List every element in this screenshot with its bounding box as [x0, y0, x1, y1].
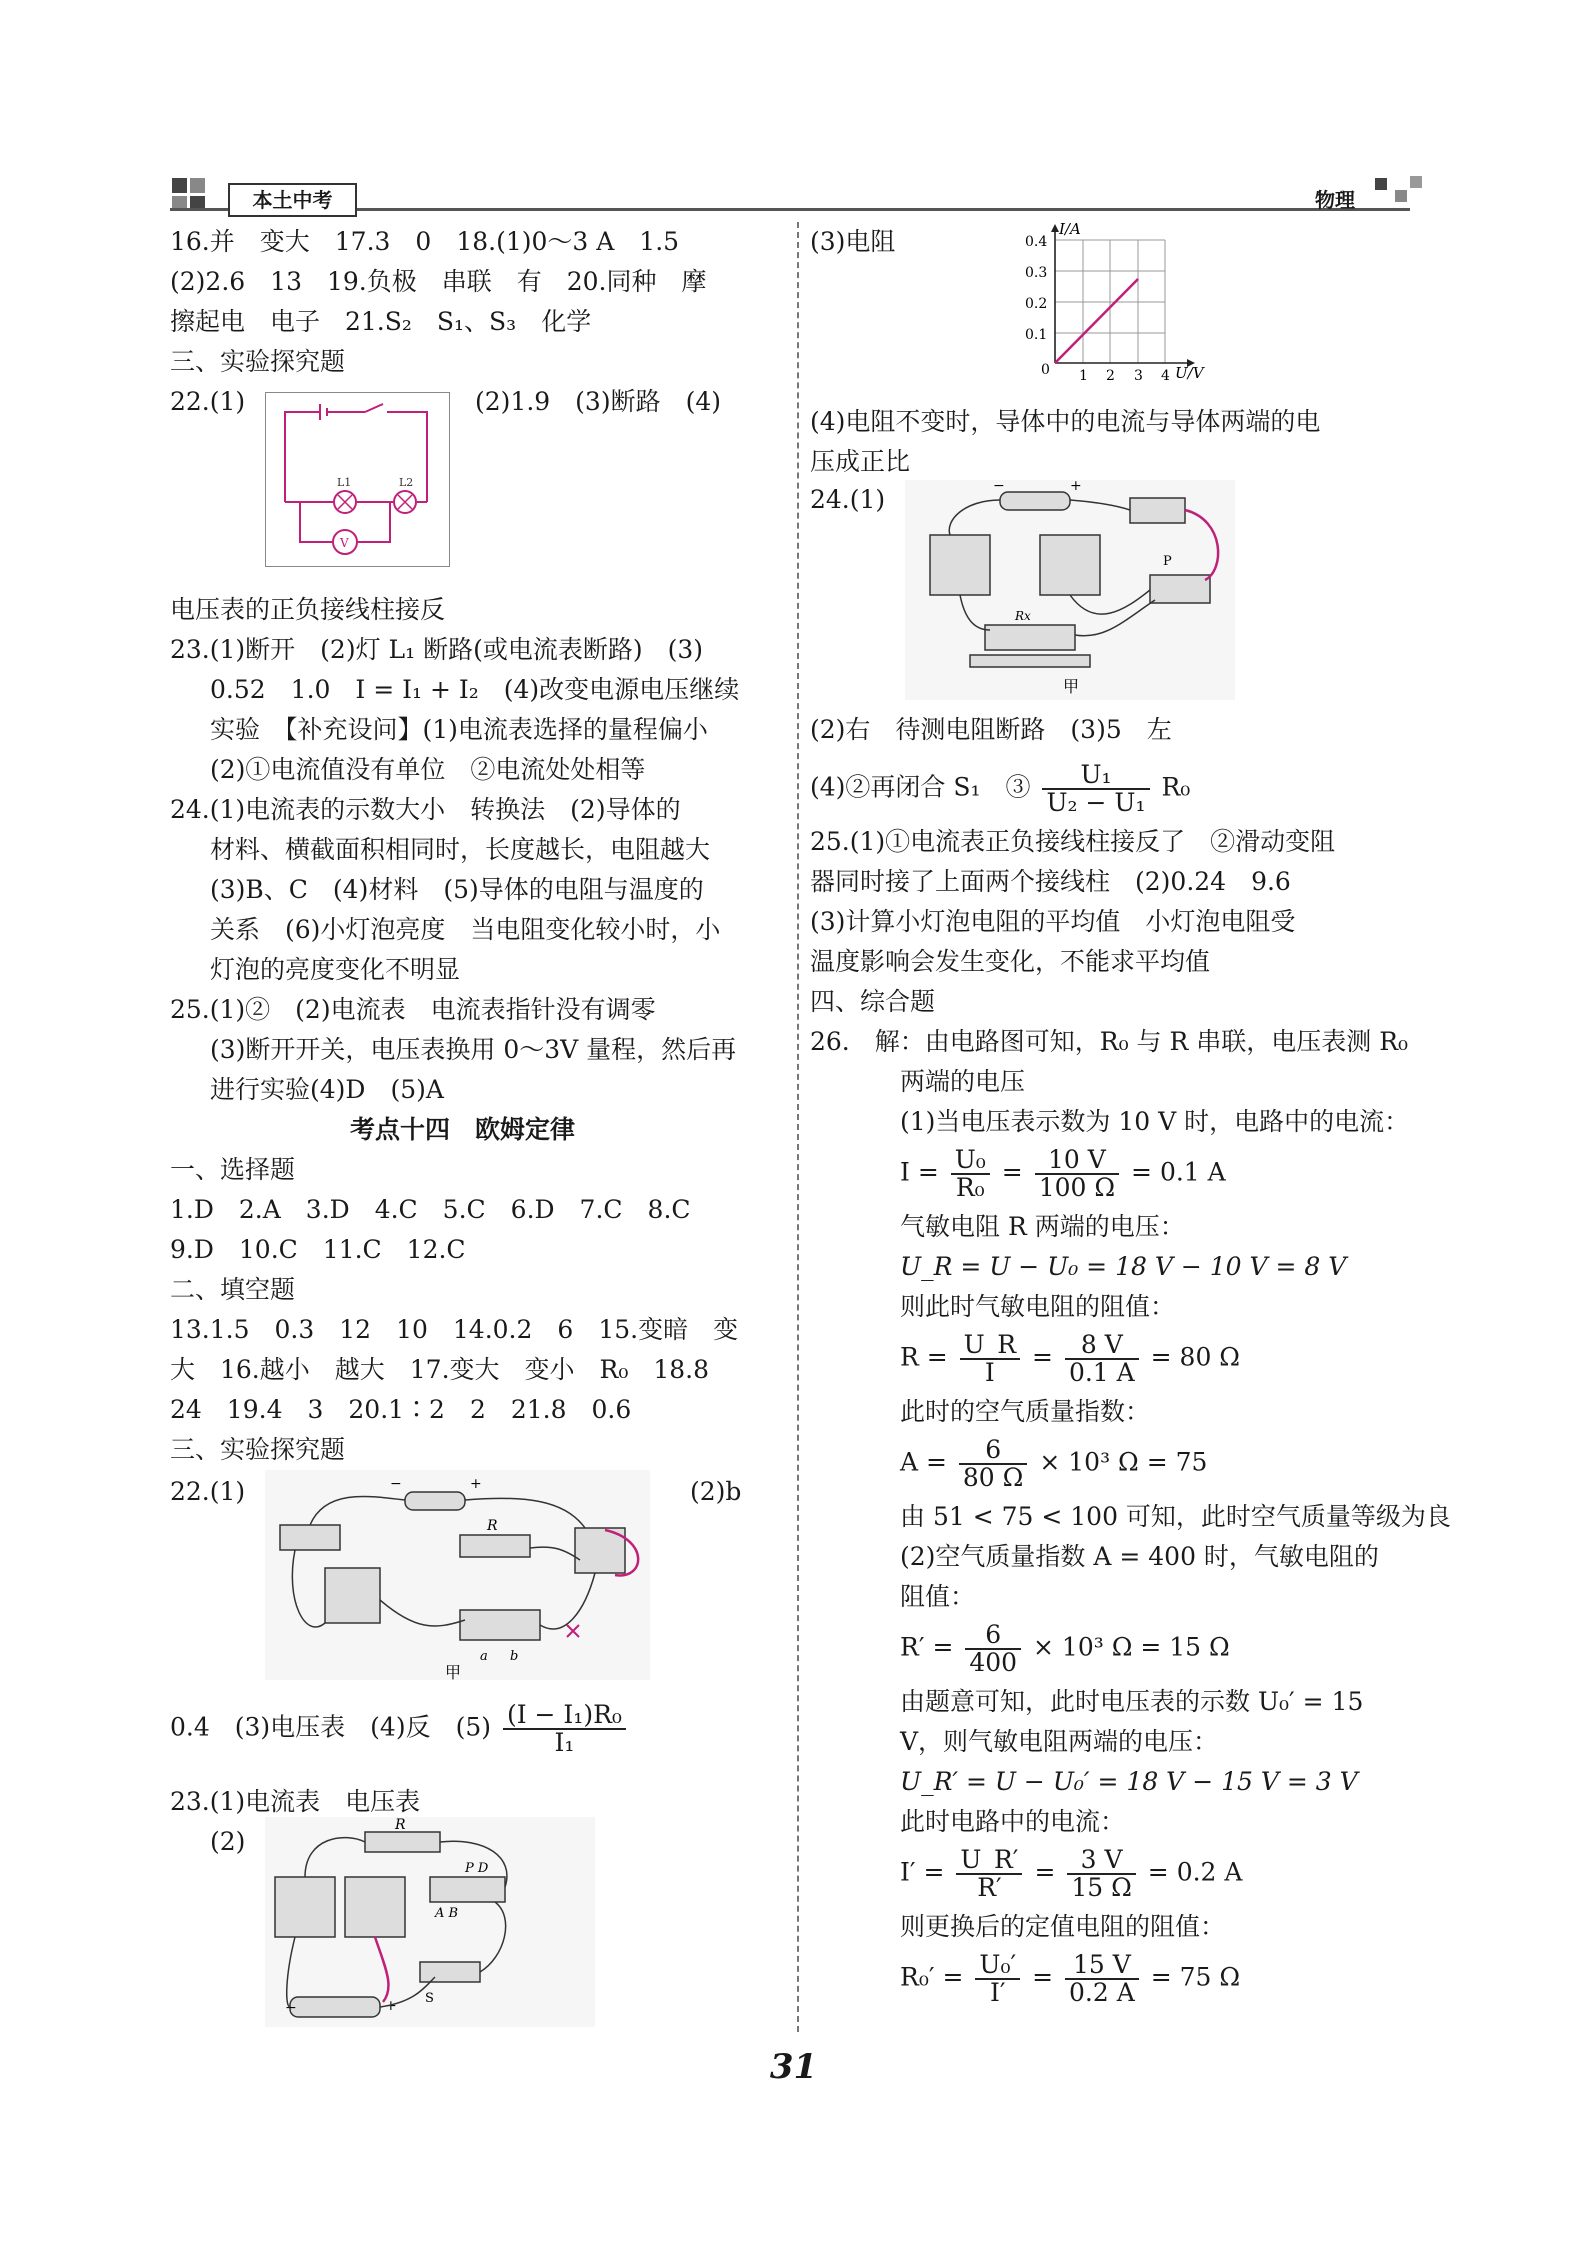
- text-line: 此时电路中的电流：: [900, 1807, 1126, 1836]
- fraction-denominator: R₀: [955, 1173, 985, 1202]
- svg-text:−: −: [390, 1476, 402, 1492]
- fraction: [965, 1622, 1021, 1676]
- section-heading: 二、填空题: [170, 1275, 296, 1304]
- svg-text:+: +: [385, 1998, 397, 2014]
- header-brand: 本土中考: [228, 183, 357, 217]
- text-line: (3)电阻: [810, 227, 896, 256]
- y-tick-label: 0.4: [1025, 234, 1048, 250]
- figure-caption: 甲: [1063, 677, 1080, 696]
- fraction-numerator: U₁: [1042, 762, 1149, 790]
- equation-result: = 0.2 A: [1147, 1857, 1243, 1887]
- circuit-photo-resistance-experiment: [265, 1817, 595, 2027]
- equation-lhs: R =: [900, 1342, 948, 1372]
- equation: [900, 1332, 1240, 1386]
- fraction-numerator: U_R: [960, 1332, 1020, 1360]
- fraction-denominator: 80 Ω: [962, 1463, 1024, 1492]
- text-line: 22.(1): [170, 1477, 246, 1506]
- fraction-numerator: 10 V: [1035, 1147, 1119, 1175]
- svg-text:+: +: [1070, 480, 1082, 494]
- fraction-denominator: 0.2 A: [1069, 1978, 1135, 2007]
- graph-line: [1055, 279, 1138, 363]
- equation-result: = 75 Ω: [1150, 1962, 1241, 1992]
- text-line: (3)断开开关，电压表换用 0～3V 量程，然后再: [210, 1035, 737, 1064]
- text-line: 22.(1): [170, 387, 246, 416]
- section-heading: 一、选择题: [170, 1155, 296, 1184]
- text-line: 阻值：: [900, 1582, 976, 1611]
- header-logo-square: [172, 178, 187, 193]
- text-line: 实验 【补充设问】(1)电流表选择的量程偏小: [210, 715, 708, 744]
- text-line: (2)空气质量指数 A = 400 时，气敏电阻的: [900, 1542, 1379, 1571]
- svg-text:b: b: [510, 1649, 519, 1664]
- iu-graph: [1025, 220, 1230, 380]
- fraction: [1067, 1847, 1136, 1901]
- text-line: 24.(1): [810, 485, 886, 514]
- text-line: (4)电阻不变时，导体中的电流与导体两端的电: [810, 407, 1321, 436]
- equation: [900, 1437, 1207, 1491]
- fraction-numerator: 6: [965, 1622, 1021, 1650]
- y-tick-label: 0.2: [1025, 296, 1048, 312]
- fraction: [503, 1702, 626, 1756]
- text-line: 25.(1)①电流表正负接线柱接反了 ②滑动变阻: [810, 827, 1336, 856]
- fraction-denominator: U₂ − U₁: [1046, 788, 1146, 817]
- text-line: (1)当电压表示数为 10 V 时，电路中的电流：: [900, 1107, 1410, 1136]
- header-deco-square: [1410, 176, 1422, 188]
- answer-formula-line: [810, 762, 1190, 816]
- fraction-numerator: (I − I₁)R₀: [503, 1702, 626, 1730]
- fraction: [1065, 1332, 1139, 1386]
- circuit-photo-ohm-experiment: [265, 1470, 650, 1680]
- text-line: 24 19.4 3 20.1∶2 2 21.8 0.6: [170, 1395, 632, 1424]
- equation-result: = 80 Ω: [1150, 1342, 1241, 1372]
- equation-result: = 0.1 A: [1131, 1157, 1226, 1187]
- page-number: 31: [769, 2047, 818, 2087]
- text-line: 材料、横截面积相同时，长度越长，电阻越大: [210, 835, 711, 864]
- fraction-numerator: 15 V: [1065, 1952, 1139, 1980]
- fraction: [960, 1332, 1020, 1386]
- fraction-denominator: 400: [969, 1648, 1018, 1677]
- equation: [900, 1622, 1230, 1676]
- text-line: (2)右 待测电阻断路 (3)5 左: [810, 715, 1172, 744]
- page-header: [0, 170, 1587, 230]
- text-line: 9.D 10.C 11.C 12.C: [170, 1235, 466, 1264]
- x-axis-label: U/V: [1175, 364, 1204, 380]
- svg-text:L2: L2: [399, 476, 414, 489]
- text-line: (2)2.6 13 19.负极 串联 有 20.同种 摩: [170, 267, 707, 296]
- svg-text:P: P: [1163, 554, 1172, 569]
- svg-text:R: R: [487, 1518, 498, 1534]
- text-line: 23.(1)断开 (2)灯 L₁ 断路(或电流表断路) (3): [170, 635, 704, 664]
- fraction-denominator: I₁: [554, 1728, 575, 1757]
- fraction: [1035, 1147, 1119, 1201]
- y-axis-label: I/A: [1059, 220, 1081, 238]
- equation-lhs: I′ =: [900, 1857, 945, 1887]
- text-line: 灯泡的亮度变化不明显: [210, 955, 461, 984]
- text-line: (4)②再闭合 S₁ ③: [810, 772, 1031, 802]
- fraction: [1042, 762, 1149, 816]
- fraction-denominator: R′: [977, 1873, 1002, 1902]
- equation: [900, 1952, 1240, 2006]
- text-line: 23.(1)电流表 电压表: [170, 1787, 421, 1816]
- svg-text:Rx: Rx: [1015, 609, 1031, 623]
- header-deco-square: [1395, 190, 1407, 202]
- svg-text:V: V: [340, 536, 349, 550]
- equation-lhs: R′ =: [900, 1632, 954, 1662]
- fraction: [956, 1847, 1022, 1901]
- equation-lhs: I =: [900, 1157, 939, 1187]
- text-line: 气敏电阻 R 两端的电压：: [900, 1212, 1185, 1241]
- section-heading: 三、实验探究题: [170, 1435, 346, 1464]
- section-title: 考点十四 欧姆定律: [350, 1115, 576, 1144]
- left-column: [170, 222, 785, 2022]
- svg-text:A B: A B: [435, 1906, 459, 1921]
- svg-text:P D: P D: [465, 1861, 489, 1876]
- text-line: 13.1.5 0.3 12 10 14.0.2 6 15.变暗 变: [170, 1315, 739, 1344]
- circuit-photo-measure-resistance: [905, 480, 1235, 700]
- text-line: 16.并 变大 17.3 0 18.(1)0～3 A 1.5: [170, 227, 680, 256]
- x-tick-label: 3: [1134, 368, 1143, 380]
- equals-sign: =: [1001, 1157, 1023, 1187]
- svg-text:+: +: [470, 1476, 482, 1492]
- right-column: [810, 220, 1451, 2022]
- text-line: 两端的电压: [900, 1067, 1026, 1096]
- x-tick-label: 2: [1106, 368, 1115, 380]
- equals-sign: =: [1032, 1342, 1053, 1372]
- fraction-numerator: U₀: [951, 1147, 990, 1175]
- equation: [900, 1847, 1242, 1901]
- text-line: 由 51 < 75 < 100 可知，此时空气质量等级为良: [900, 1502, 1451, 1531]
- text-line: 则更换后的定值电阻的阻值：: [900, 1912, 1226, 1941]
- x-tick-label: 1: [1079, 368, 1088, 380]
- fraction: [975, 1952, 1020, 2006]
- fraction: [1065, 1952, 1139, 2006]
- y-tick-label: 0.1: [1025, 327, 1048, 343]
- text-line: 0.52 1.0 I = I₁ + I₂ (4)改变电源电压继续: [210, 675, 740, 704]
- fraction: [959, 1437, 1028, 1491]
- fraction-numerator: U_R′: [956, 1847, 1022, 1875]
- fraction-denominator: 100 Ω: [1038, 1173, 1116, 1202]
- equation: [900, 1147, 1226, 1201]
- text-line: (2)①电流值没有单位 ②电流处处相等: [210, 755, 646, 784]
- header-logo-square: [190, 178, 205, 193]
- x-tick-label: 4: [1161, 368, 1170, 380]
- equals-sign: =: [1034, 1857, 1056, 1887]
- text-line: (2)1.9 (3)断路 (4): [475, 387, 721, 416]
- text-line: 擦起电 电子 21.S₂ S₁、S₃ 化学: [170, 307, 592, 336]
- text-line: R₀: [1161, 772, 1191, 802]
- svg-text:−: −: [285, 2000, 297, 2016]
- fraction-numerator: 8 V: [1065, 1332, 1139, 1360]
- origin-label: 0: [1041, 362, 1050, 378]
- text-line: 0.4 (3)电压表 (4)反 (5): [170, 1712, 491, 1742]
- header-deco-square: [1375, 178, 1387, 190]
- text-line: 温度影响会发生变化，不能求平均值: [810, 947, 1211, 976]
- svg-text:L1: L1: [337, 476, 352, 489]
- equation-lhs: A =: [900, 1447, 947, 1477]
- text-line: 压成正比: [810, 447, 911, 476]
- text-line: 24.(1)电流表的示数大小 转换法 (2)导体的: [170, 795, 681, 824]
- equation: U_R′ = U − U₀′ = 18 V − 15 V = 3 V: [900, 1767, 1358, 1796]
- section-heading: 三、实验探究题: [170, 347, 346, 376]
- text-line: 26. 解：由电路图可知，R₀ 与 R 串联，电压表测 R₀: [810, 1027, 1409, 1056]
- fraction-numerator: 3 V: [1067, 1847, 1136, 1875]
- svg-text:S: S: [425, 1991, 434, 2006]
- figure-caption: 甲: [445, 1663, 462, 1680]
- text-line: 关系 (6)小灯泡亮度 当电阻变化较小时，小: [210, 915, 721, 944]
- equals-sign: =: [1032, 1962, 1054, 1992]
- text-line: 则此时气敏电阻的阻值：: [900, 1292, 1176, 1321]
- equation: U_R = U − U₀ = 18 V − 10 V = 8 V: [900, 1252, 1347, 1281]
- fraction-denominator: 15 Ω: [1071, 1873, 1132, 1902]
- equation-result: × 10³ Ω = 75: [1039, 1447, 1208, 1477]
- equation-lhs: R₀′ =: [900, 1962, 964, 1992]
- circuit-diagram-series-parallel: [265, 392, 450, 567]
- fraction-denominator: I: [984, 1358, 995, 1387]
- text-line: 1.D 2.A 3.D 4.C 5.C 6.D 7.C 8.C: [170, 1195, 691, 1224]
- text-line: 25.(1)② (2)电流表 电流表指针没有调零: [170, 995, 656, 1024]
- text-line: V，则气敏电阻两端的电压：: [900, 1727, 1219, 1756]
- text-line: 电压表的正负接线柱接反: [170, 595, 446, 624]
- fraction-numerator: 6: [959, 1437, 1028, 1465]
- text-line: 此时的空气质量指数：: [900, 1397, 1151, 1426]
- fraction-denominator: 0.1 A: [1068, 1358, 1135, 1387]
- text-line: 进行实验(4)D (5)A: [210, 1075, 444, 1104]
- text-line: 大 16.越小 越大 17.变大 变小 R₀ 18.8: [170, 1355, 710, 1384]
- header-subject: 物理: [1315, 188, 1355, 212]
- text-line: (3)B、C (4)材料 (5)导体的电阻与温度的: [210, 875, 704, 904]
- answer-formula-line: [170, 1702, 630, 1756]
- svg-text:a: a: [480, 1649, 488, 1664]
- fraction: [951, 1147, 990, 1201]
- svg-text:−: −: [993, 480, 1005, 494]
- y-tick-label: 0.3: [1025, 265, 1048, 281]
- equation-result: × 10³ Ω = 15 Ω: [1033, 1632, 1230, 1662]
- text-line: (2): [210, 1827, 246, 1856]
- svg-text:R: R: [395, 1817, 406, 1833]
- text-line: 器同时接了上面两个接线柱 (2)0.24 9.6: [810, 867, 1291, 896]
- text-line: 由题意可知，此时电压表的示数 U₀′ = 15: [900, 1687, 1364, 1716]
- section-heading: 四、综合题: [810, 987, 936, 1016]
- text-line: (3)计算小灯泡电阻的平均值 小灯泡电阻受: [810, 907, 1296, 936]
- fraction-numerator: U₀′: [975, 1952, 1020, 1980]
- fraction-denominator: I′: [989, 1978, 1006, 2007]
- text-line: (2)b: [690, 1477, 742, 1506]
- column-divider: [797, 222, 799, 2032]
